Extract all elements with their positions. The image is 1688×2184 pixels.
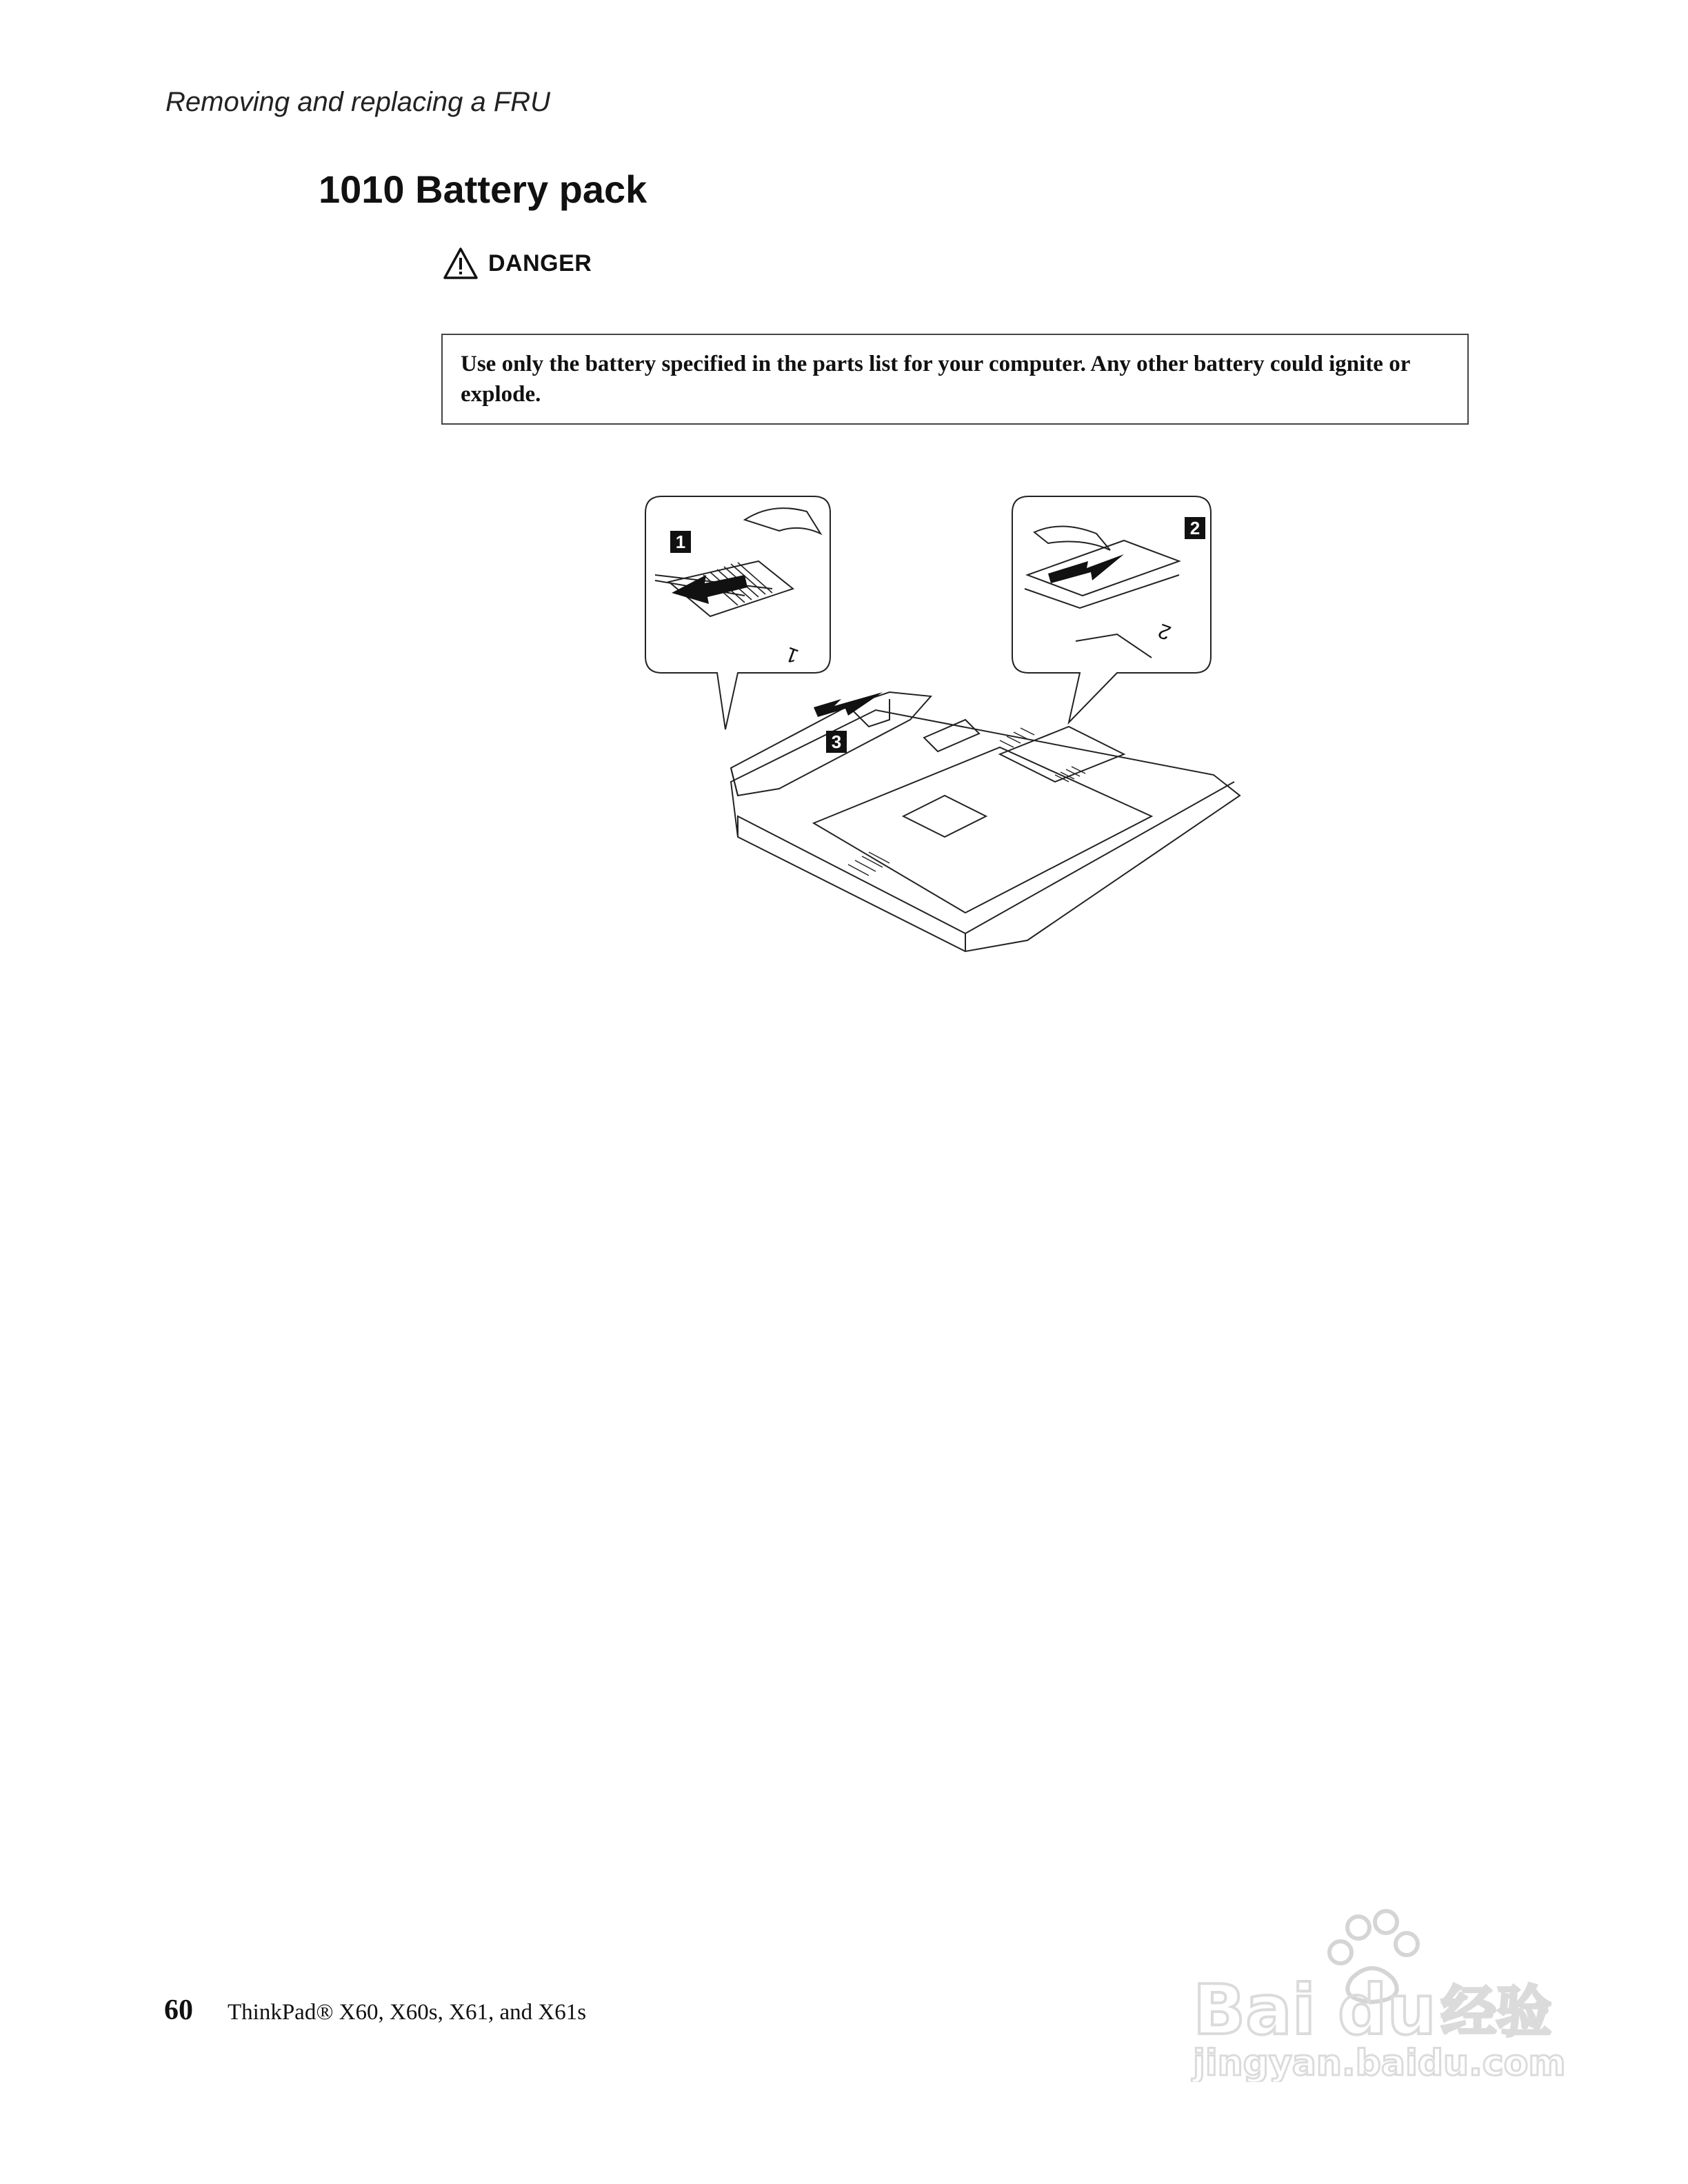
arrow-latch-1 bbox=[672, 575, 747, 604]
callout-2: 2 bbox=[1189, 518, 1200, 538]
callout-3: 3 bbox=[831, 731, 842, 752]
page-footer bbox=[164, 1994, 586, 2027]
page-number: 60 bbox=[164, 1994, 193, 2026]
arrow-battery-slide bbox=[814, 692, 883, 717]
laptop-base bbox=[731, 710, 1240, 951]
battery-removal-illustration bbox=[641, 492, 1269, 961]
latch-1-step: 1 bbox=[783, 642, 802, 668]
callout-1: 1 bbox=[675, 532, 686, 552]
warning-triangle-icon bbox=[443, 247, 479, 280]
arrow-latch-2 bbox=[1048, 554, 1124, 583]
danger-notice-text: Use only the battery specified in the parts list for your computer. Any other battery could ignite or explode. bbox=[461, 352, 1410, 407]
footer-book-title: ThinkPad® X60, X60s, X61, and X61s bbox=[228, 2000, 587, 2025]
danger-notice-box bbox=[441, 334, 1469, 425]
baidu-jingyan-watermark bbox=[1186, 1903, 1572, 2082]
danger-heading bbox=[443, 247, 592, 280]
watermark-url: jingyan.baidu.com bbox=[1193, 2043, 1566, 2082]
danger-label: DANGER bbox=[488, 250, 592, 276]
latch-2-step: 2 bbox=[1155, 618, 1174, 645]
section-title: 1010 Battery pack bbox=[319, 168, 647, 211]
watermark-brand: Bai bbox=[1193, 1970, 1316, 2050]
running-head: Removing and replacing a FRU bbox=[165, 87, 551, 117]
watermark-brand-2: du bbox=[1338, 1970, 1436, 2050]
watermark-cn: 经验 bbox=[1441, 1980, 1551, 2044]
callout-bubble-2 bbox=[1012, 496, 1211, 722]
